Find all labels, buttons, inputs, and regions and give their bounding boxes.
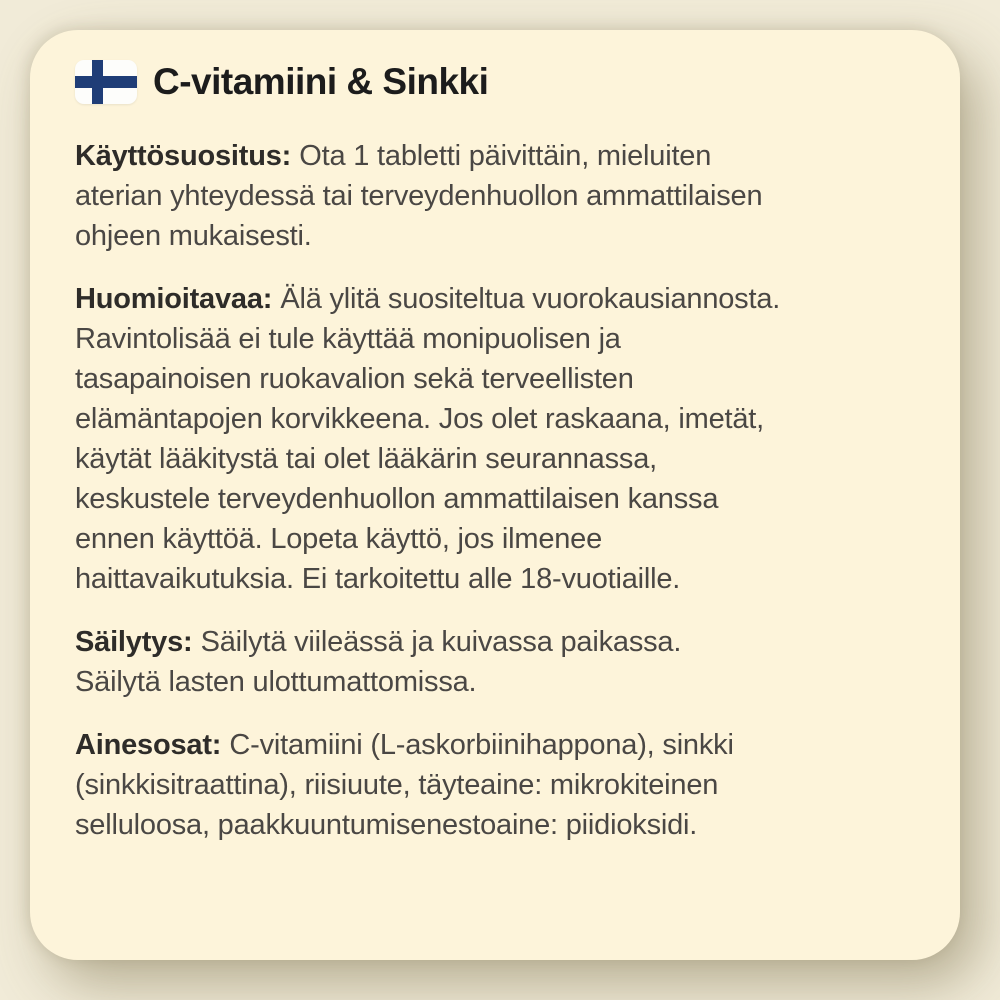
section-storage: [75, 622, 918, 702]
section-dosage: [75, 136, 918, 256]
section-dosage-label: Käyttösuositus:: [75, 140, 292, 172]
section-warnings-text: Älä ylitä suositeltua vuorokausiannosta. Ravintolisää ei tule käyttää monipuolisen ja tasapainoisen ruokavalion sekä terveellisten elämäntapojen korvikkeena. Jos olet raskaana, imetät, käytät lääkitystä tai olet lääkärin seurannassa, keskustele terveydenhuollon ammattilaisen kanssa ennen käyttöä. Lopeta käyttö, jos ilmenee haittavaikutuksia. Ei tarkoitettu alle 18-vuotiaille.: [75, 283, 781, 595]
section-warnings-label: Huomioitavaa:: [75, 283, 273, 315]
section-dosage-text: Ota 1 tabletti päivittäin, mieluiten aterian yhteydessä tai terveydenhuollon ammattilaisen ohjeen mukaisesti.: [75, 140, 763, 252]
section-storage-label: Säilytys:: [75, 626, 193, 658]
section-warnings: [75, 279, 918, 599]
section-ingredients: [75, 725, 918, 845]
flag-cross-horizontal: [75, 76, 137, 88]
label-card: [30, 30, 960, 960]
section-ingredients-text: C-vitamiini (L-askorbiinihappona), sinkki (sinkkisitraattina), riisiuute, täyteaine: mikrokiteinen selluloosa, paakkuuntumisenestoaine: piidioksidi.: [75, 729, 734, 841]
card-header: [75, 60, 918, 104]
finland-flag-icon: [75, 60, 137, 104]
section-ingredients-label: Ainesosat:: [75, 729, 222, 761]
section-storage-text: Säilytä viileässä ja kuivassa paikassa. Säilytä lasten ulottumattomissa.: [75, 626, 682, 698]
product-title: C-vitamiini & Sinkki: [153, 60, 489, 102]
